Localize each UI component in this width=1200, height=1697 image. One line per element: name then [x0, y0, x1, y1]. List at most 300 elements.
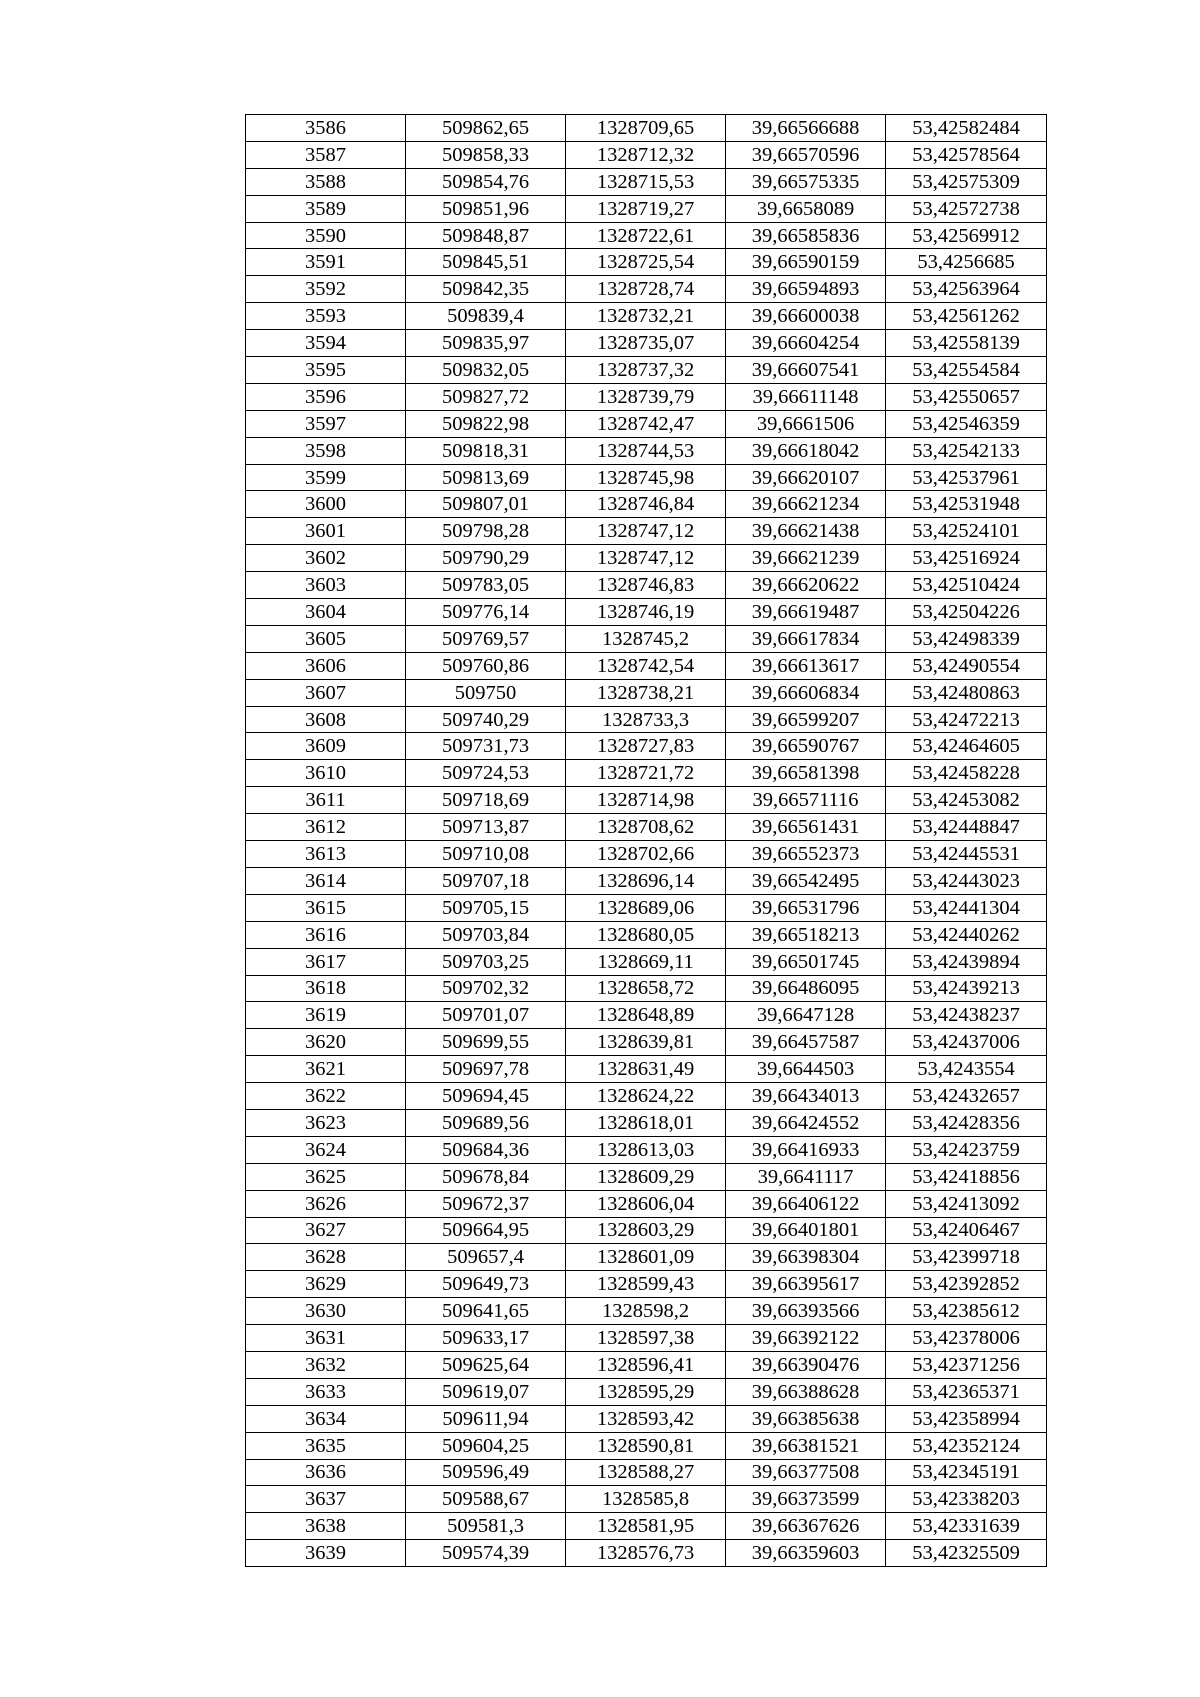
latitude-cell: 39,66359603	[726, 1540, 886, 1567]
point-number-cell: 3619	[246, 1002, 406, 1029]
x-coordinate-cell: 509718,69	[406, 787, 566, 814]
y-coordinate-cell: 1328747,12	[566, 518, 726, 545]
longitude-cell: 53,42378006	[886, 1325, 1047, 1352]
x-coordinate-cell: 509760,86	[406, 652, 566, 679]
y-coordinate-cell: 1328631,49	[566, 1056, 726, 1083]
longitude-cell: 53,42542133	[886, 437, 1047, 464]
latitude-cell: 39,66590159	[726, 249, 886, 276]
latitude-cell: 39,66542495	[726, 867, 886, 894]
longitude-cell: 53,42345191	[886, 1459, 1047, 1486]
table-row	[246, 195, 1047, 222]
x-coordinate-cell: 509740,29	[406, 706, 566, 733]
table-row	[246, 787, 1047, 814]
x-coordinate-cell: 509827,72	[406, 383, 566, 410]
x-coordinate-cell: 509807,01	[406, 491, 566, 518]
table-row	[246, 518, 1047, 545]
x-coordinate-cell: 509854,76	[406, 168, 566, 195]
y-coordinate-cell: 1328595,29	[566, 1378, 726, 1405]
table-row	[246, 115, 1047, 142]
y-coordinate-cell: 1328593,42	[566, 1405, 726, 1432]
x-coordinate-cell: 509684,36	[406, 1136, 566, 1163]
latitude-cell: 39,66604254	[726, 330, 886, 357]
x-coordinate-cell: 509581,3	[406, 1513, 566, 1540]
longitude-cell: 53,42524101	[886, 518, 1047, 545]
y-coordinate-cell: 1328722,61	[566, 222, 726, 249]
x-coordinate-cell: 509694,45	[406, 1083, 566, 1110]
table-row	[246, 1217, 1047, 1244]
latitude-cell: 39,66571116	[726, 787, 886, 814]
table-row	[246, 760, 1047, 787]
longitude-cell: 53,42516924	[886, 545, 1047, 572]
longitude-cell: 53,42582484	[886, 115, 1047, 142]
latitude-cell: 39,66531796	[726, 894, 886, 921]
y-coordinate-cell: 1328738,21	[566, 679, 726, 706]
longitude-cell: 53,42338203	[886, 1486, 1047, 1513]
longitude-cell: 53,42399718	[886, 1244, 1047, 1271]
point-number-cell: 3610	[246, 760, 406, 787]
table-row	[246, 1513, 1047, 1540]
y-coordinate-cell: 1328598,2	[566, 1298, 726, 1325]
point-number-cell: 3594	[246, 330, 406, 357]
x-coordinate-cell: 509702,32	[406, 975, 566, 1002]
point-number-cell: 3620	[246, 1029, 406, 1056]
longitude-cell: 53,42423759	[886, 1136, 1047, 1163]
latitude-cell: 39,6644503	[726, 1056, 886, 1083]
table-row	[246, 303, 1047, 330]
latitude-cell: 39,6641117	[726, 1163, 886, 1190]
x-coordinate-cell: 509822,98	[406, 410, 566, 437]
longitude-cell: 53,42546359	[886, 410, 1047, 437]
y-coordinate-cell: 1328601,09	[566, 1244, 726, 1271]
y-coordinate-cell: 1328680,05	[566, 921, 726, 948]
latitude-cell: 39,6647128	[726, 1002, 886, 1029]
point-number-cell: 3597	[246, 410, 406, 437]
latitude-cell: 39,66381521	[726, 1432, 886, 1459]
x-coordinate-cell: 509798,28	[406, 518, 566, 545]
point-number-cell: 3638	[246, 1513, 406, 1540]
point-number-cell: 3606	[246, 652, 406, 679]
x-coordinate-cell: 509649,73	[406, 1271, 566, 1298]
x-coordinate-cell: 509611,94	[406, 1405, 566, 1432]
latitude-cell: 39,66617834	[726, 625, 886, 652]
x-coordinate-cell: 509842,35	[406, 276, 566, 303]
longitude-cell: 53,42443023	[886, 867, 1047, 894]
latitude-cell: 39,66607541	[726, 357, 886, 384]
longitude-cell: 53,42365371	[886, 1378, 1047, 1405]
latitude-cell: 39,66552373	[726, 841, 886, 868]
y-coordinate-cell: 1328721,72	[566, 760, 726, 787]
longitude-cell: 53,42490554	[886, 652, 1047, 679]
y-coordinate-cell: 1328597,38	[566, 1325, 726, 1352]
table-row	[246, 437, 1047, 464]
longitude-cell: 53,42418856	[886, 1163, 1047, 1190]
y-coordinate-cell: 1328588,27	[566, 1459, 726, 1486]
y-coordinate-cell: 1328727,83	[566, 733, 726, 760]
table-row	[246, 1432, 1047, 1459]
latitude-cell: 39,66393566	[726, 1298, 886, 1325]
table-row	[246, 357, 1047, 384]
y-coordinate-cell: 1328576,73	[566, 1540, 726, 1567]
x-coordinate-cell: 509710,08	[406, 841, 566, 868]
table-row	[246, 706, 1047, 733]
x-coordinate-cell: 509699,55	[406, 1029, 566, 1056]
point-number-cell: 3616	[246, 921, 406, 948]
y-coordinate-cell: 1328725,54	[566, 249, 726, 276]
table-row	[246, 841, 1047, 868]
y-coordinate-cell: 1328689,06	[566, 894, 726, 921]
longitude-cell: 53,42325509	[886, 1540, 1047, 1567]
latitude-cell: 39,66392122	[726, 1325, 886, 1352]
point-number-cell: 3604	[246, 599, 406, 626]
point-number-cell: 3592	[246, 276, 406, 303]
x-coordinate-cell: 509839,4	[406, 303, 566, 330]
point-number-cell: 3613	[246, 841, 406, 868]
point-number-cell: 3626	[246, 1190, 406, 1217]
table-row	[246, 141, 1047, 168]
point-number-cell: 3593	[246, 303, 406, 330]
longitude-cell: 53,42440262	[886, 921, 1047, 948]
longitude-cell: 53,42453082	[886, 787, 1047, 814]
y-coordinate-cell: 1328599,43	[566, 1271, 726, 1298]
x-coordinate-cell: 509707,18	[406, 867, 566, 894]
point-number-cell: 3611	[246, 787, 406, 814]
y-coordinate-cell: 1328745,98	[566, 464, 726, 491]
table-row	[246, 1540, 1047, 1567]
latitude-cell: 39,66599207	[726, 706, 886, 733]
table-row	[246, 1271, 1047, 1298]
latitude-cell: 39,66406122	[726, 1190, 886, 1217]
y-coordinate-cell: 1328732,21	[566, 303, 726, 330]
longitude-cell: 53,42472213	[886, 706, 1047, 733]
x-coordinate-cell: 509689,56	[406, 1109, 566, 1136]
point-number-cell: 3623	[246, 1109, 406, 1136]
y-coordinate-cell: 1328696,14	[566, 867, 726, 894]
latitude-cell: 39,66575335	[726, 168, 886, 195]
x-coordinate-cell: 509701,07	[406, 1002, 566, 1029]
latitude-cell: 39,66620622	[726, 572, 886, 599]
x-coordinate-cell: 509657,4	[406, 1244, 566, 1271]
x-coordinate-cell: 509835,97	[406, 330, 566, 357]
point-number-cell: 3587	[246, 141, 406, 168]
coordinates-table-body	[246, 115, 1047, 1567]
point-number-cell: 3617	[246, 948, 406, 975]
longitude-cell: 53,42550657	[886, 383, 1047, 410]
latitude-cell: 39,6661506	[726, 410, 886, 437]
point-number-cell: 3637	[246, 1486, 406, 1513]
y-coordinate-cell: 1328737,32	[566, 357, 726, 384]
latitude-cell: 39,66611148	[726, 383, 886, 410]
latitude-cell: 39,66620107	[726, 464, 886, 491]
latitude-cell: 39,66395617	[726, 1271, 886, 1298]
latitude-cell: 39,66388628	[726, 1378, 886, 1405]
x-coordinate-cell: 509703,84	[406, 921, 566, 948]
x-coordinate-cell: 509703,25	[406, 948, 566, 975]
latitude-cell: 39,66518213	[726, 921, 886, 948]
y-coordinate-cell: 1328728,74	[566, 276, 726, 303]
table-row	[246, 383, 1047, 410]
longitude-cell: 53,42563964	[886, 276, 1047, 303]
longitude-cell: 53,42352124	[886, 1432, 1047, 1459]
table-row	[246, 168, 1047, 195]
latitude-cell: 39,66416933	[726, 1136, 886, 1163]
latitude-cell: 39,66501745	[726, 948, 886, 975]
table-row	[246, 276, 1047, 303]
y-coordinate-cell: 1328618,01	[566, 1109, 726, 1136]
y-coordinate-cell: 1328669,11	[566, 948, 726, 975]
table-row	[246, 814, 1047, 841]
table-row	[246, 625, 1047, 652]
y-coordinate-cell: 1328624,22	[566, 1083, 726, 1110]
x-coordinate-cell: 509619,07	[406, 1378, 566, 1405]
latitude-cell: 39,6658089	[726, 195, 886, 222]
y-coordinate-cell: 1328609,29	[566, 1163, 726, 1190]
y-coordinate-cell: 1328658,72	[566, 975, 726, 1002]
longitude-cell: 53,42561262	[886, 303, 1047, 330]
point-number-cell: 3605	[246, 625, 406, 652]
longitude-cell: 53,42578564	[886, 141, 1047, 168]
y-coordinate-cell: 1328702,66	[566, 841, 726, 868]
point-number-cell: 3586	[246, 115, 406, 142]
table-row	[246, 1136, 1047, 1163]
longitude-cell: 53,42498339	[886, 625, 1047, 652]
y-coordinate-cell: 1328746,19	[566, 599, 726, 626]
table-row	[246, 679, 1047, 706]
point-number-cell: 3625	[246, 1163, 406, 1190]
x-coordinate-cell: 509574,39	[406, 1540, 566, 1567]
table-row	[246, 1351, 1047, 1378]
longitude-cell: 53,42392852	[886, 1271, 1047, 1298]
longitude-cell: 53,42371256	[886, 1351, 1047, 1378]
table-row	[246, 249, 1047, 276]
latitude-cell: 39,66600038	[726, 303, 886, 330]
point-number-cell: 3622	[246, 1083, 406, 1110]
x-coordinate-cell: 509713,87	[406, 814, 566, 841]
table-row	[246, 1486, 1047, 1513]
y-coordinate-cell: 1328733,3	[566, 706, 726, 733]
point-number-cell: 3589	[246, 195, 406, 222]
point-number-cell: 3618	[246, 975, 406, 1002]
x-coordinate-cell: 509851,96	[406, 195, 566, 222]
latitude-cell: 39,66434013	[726, 1083, 886, 1110]
latitude-cell: 39,66398304	[726, 1244, 886, 1271]
point-number-cell: 3636	[246, 1459, 406, 1486]
longitude-cell: 53,42569912	[886, 222, 1047, 249]
x-coordinate-cell: 509845,51	[406, 249, 566, 276]
latitude-cell: 39,66377508	[726, 1459, 886, 1486]
x-coordinate-cell: 509783,05	[406, 572, 566, 599]
table-row	[246, 1378, 1047, 1405]
longitude-cell: 53,42331639	[886, 1513, 1047, 1540]
x-coordinate-cell: 509604,25	[406, 1432, 566, 1459]
longitude-cell: 53,42445531	[886, 841, 1047, 868]
x-coordinate-cell: 509664,95	[406, 1217, 566, 1244]
coordinates-table	[245, 114, 1047, 1567]
latitude-cell: 39,66590767	[726, 733, 886, 760]
latitude-cell: 39,66621438	[726, 518, 886, 545]
table-row	[246, 733, 1047, 760]
latitude-cell: 39,66486095	[726, 975, 886, 1002]
longitude-cell: 53,42504226	[886, 599, 1047, 626]
x-coordinate-cell: 509641,65	[406, 1298, 566, 1325]
longitude-cell: 53,42480863	[886, 679, 1047, 706]
table-row	[246, 1029, 1047, 1056]
point-number-cell: 3624	[246, 1136, 406, 1163]
point-number-cell: 3634	[246, 1405, 406, 1432]
longitude-cell: 53,42428356	[886, 1109, 1047, 1136]
point-number-cell: 3609	[246, 733, 406, 760]
y-coordinate-cell: 1328747,12	[566, 545, 726, 572]
table-row	[246, 1405, 1047, 1432]
point-number-cell: 3602	[246, 545, 406, 572]
longitude-cell: 53,42439213	[886, 975, 1047, 1002]
y-coordinate-cell: 1328648,89	[566, 1002, 726, 1029]
y-coordinate-cell: 1328735,07	[566, 330, 726, 357]
y-coordinate-cell: 1328708,62	[566, 814, 726, 841]
latitude-cell: 39,66585836	[726, 222, 886, 249]
latitude-cell: 39,66373599	[726, 1486, 886, 1513]
table-row	[246, 1298, 1047, 1325]
y-coordinate-cell: 1328742,54	[566, 652, 726, 679]
y-coordinate-cell: 1328613,03	[566, 1136, 726, 1163]
y-coordinate-cell: 1328746,83	[566, 572, 726, 599]
x-coordinate-cell: 509750	[406, 679, 566, 706]
x-coordinate-cell: 509769,57	[406, 625, 566, 652]
table-row	[246, 921, 1047, 948]
table-row	[246, 894, 1047, 921]
latitude-cell: 39,66367626	[726, 1513, 886, 1540]
x-coordinate-cell: 509588,67	[406, 1486, 566, 1513]
table-row	[246, 222, 1047, 249]
table-row	[246, 410, 1047, 437]
y-coordinate-cell: 1328581,95	[566, 1513, 726, 1540]
point-number-cell: 3630	[246, 1298, 406, 1325]
point-number-cell: 3601	[246, 518, 406, 545]
x-coordinate-cell: 509633,17	[406, 1325, 566, 1352]
table-row	[246, 572, 1047, 599]
point-number-cell: 3615	[246, 894, 406, 921]
x-coordinate-cell: 509678,84	[406, 1163, 566, 1190]
longitude-cell: 53,42413092	[886, 1190, 1047, 1217]
longitude-cell: 53,42406467	[886, 1217, 1047, 1244]
table-row	[246, 1056, 1047, 1083]
table-row	[246, 491, 1047, 518]
longitude-cell: 53,42510424	[886, 572, 1047, 599]
longitude-cell: 53,42439894	[886, 948, 1047, 975]
latitude-cell: 39,66613617	[726, 652, 886, 679]
longitude-cell: 53,42458228	[886, 760, 1047, 787]
y-coordinate-cell: 1328596,41	[566, 1351, 726, 1378]
y-coordinate-cell: 1328719,27	[566, 195, 726, 222]
y-coordinate-cell: 1328639,81	[566, 1029, 726, 1056]
table-row	[246, 464, 1047, 491]
point-number-cell: 3596	[246, 383, 406, 410]
latitude-cell: 39,66561431	[726, 814, 886, 841]
point-number-cell: 3603	[246, 572, 406, 599]
latitude-cell: 39,66606834	[726, 679, 886, 706]
latitude-cell: 39,66621234	[726, 491, 886, 518]
point-number-cell: 3633	[246, 1378, 406, 1405]
x-coordinate-cell: 509832,05	[406, 357, 566, 384]
x-coordinate-cell: 509858,33	[406, 141, 566, 168]
table-row	[246, 545, 1047, 572]
longitude-cell: 53,4243554	[886, 1056, 1047, 1083]
point-number-cell: 3621	[246, 1056, 406, 1083]
longitude-cell: 53,42537961	[886, 464, 1047, 491]
point-number-cell: 3614	[246, 867, 406, 894]
y-coordinate-cell: 1328739,79	[566, 383, 726, 410]
table-row	[246, 1244, 1047, 1271]
point-number-cell: 3588	[246, 168, 406, 195]
x-coordinate-cell: 509731,73	[406, 733, 566, 760]
table-row	[246, 599, 1047, 626]
latitude-cell: 39,66618042	[726, 437, 886, 464]
table-row	[246, 948, 1047, 975]
latitude-cell: 39,66390476	[726, 1351, 886, 1378]
point-number-cell: 3635	[246, 1432, 406, 1459]
latitude-cell: 39,66457587	[726, 1029, 886, 1056]
y-coordinate-cell: 1328603,29	[566, 1217, 726, 1244]
point-number-cell: 3627	[246, 1217, 406, 1244]
point-number-cell: 3599	[246, 464, 406, 491]
x-coordinate-cell: 509818,31	[406, 437, 566, 464]
x-coordinate-cell: 509625,64	[406, 1351, 566, 1378]
y-coordinate-cell: 1328746,84	[566, 491, 726, 518]
table-row	[246, 867, 1047, 894]
longitude-cell: 53,42575309	[886, 168, 1047, 195]
table-row	[246, 652, 1047, 679]
longitude-cell: 53,42441304	[886, 894, 1047, 921]
table-row	[246, 1325, 1047, 1352]
y-coordinate-cell: 1328744,53	[566, 437, 726, 464]
latitude-cell: 39,66401801	[726, 1217, 886, 1244]
latitude-cell: 39,66566688	[726, 115, 886, 142]
latitude-cell: 39,66570596	[726, 141, 886, 168]
x-coordinate-cell: 509724,53	[406, 760, 566, 787]
longitude-cell: 53,4256685	[886, 249, 1047, 276]
y-coordinate-cell: 1328714,98	[566, 787, 726, 814]
x-coordinate-cell: 509848,87	[406, 222, 566, 249]
x-coordinate-cell: 509672,37	[406, 1190, 566, 1217]
longitude-cell: 53,42448847	[886, 814, 1047, 841]
latitude-cell: 39,66424552	[726, 1109, 886, 1136]
table-row	[246, 1459, 1047, 1486]
point-number-cell: 3591	[246, 249, 406, 276]
point-number-cell: 3607	[246, 679, 406, 706]
x-coordinate-cell: 509697,78	[406, 1056, 566, 1083]
point-number-cell: 3608	[246, 706, 406, 733]
y-coordinate-cell: 1328709,65	[566, 115, 726, 142]
y-coordinate-cell: 1328715,53	[566, 168, 726, 195]
latitude-cell: 39,66594893	[726, 276, 886, 303]
table-row	[246, 330, 1047, 357]
point-number-cell: 3631	[246, 1325, 406, 1352]
longitude-cell: 53,42531948	[886, 491, 1047, 518]
x-coordinate-cell: 509790,29	[406, 545, 566, 572]
table-row	[246, 1109, 1047, 1136]
table-row	[246, 1083, 1047, 1110]
longitude-cell: 53,42558139	[886, 330, 1047, 357]
longitude-cell: 53,42438237	[886, 1002, 1047, 1029]
longitude-cell: 53,42437006	[886, 1029, 1047, 1056]
x-coordinate-cell: 509705,15	[406, 894, 566, 921]
y-coordinate-cell: 1328712,32	[566, 141, 726, 168]
point-number-cell: 3612	[246, 814, 406, 841]
point-number-cell: 3629	[246, 1271, 406, 1298]
longitude-cell: 53,42358994	[886, 1405, 1047, 1432]
x-coordinate-cell: 509813,69	[406, 464, 566, 491]
latitude-cell: 39,66385638	[726, 1405, 886, 1432]
latitude-cell: 39,66621239	[726, 545, 886, 572]
